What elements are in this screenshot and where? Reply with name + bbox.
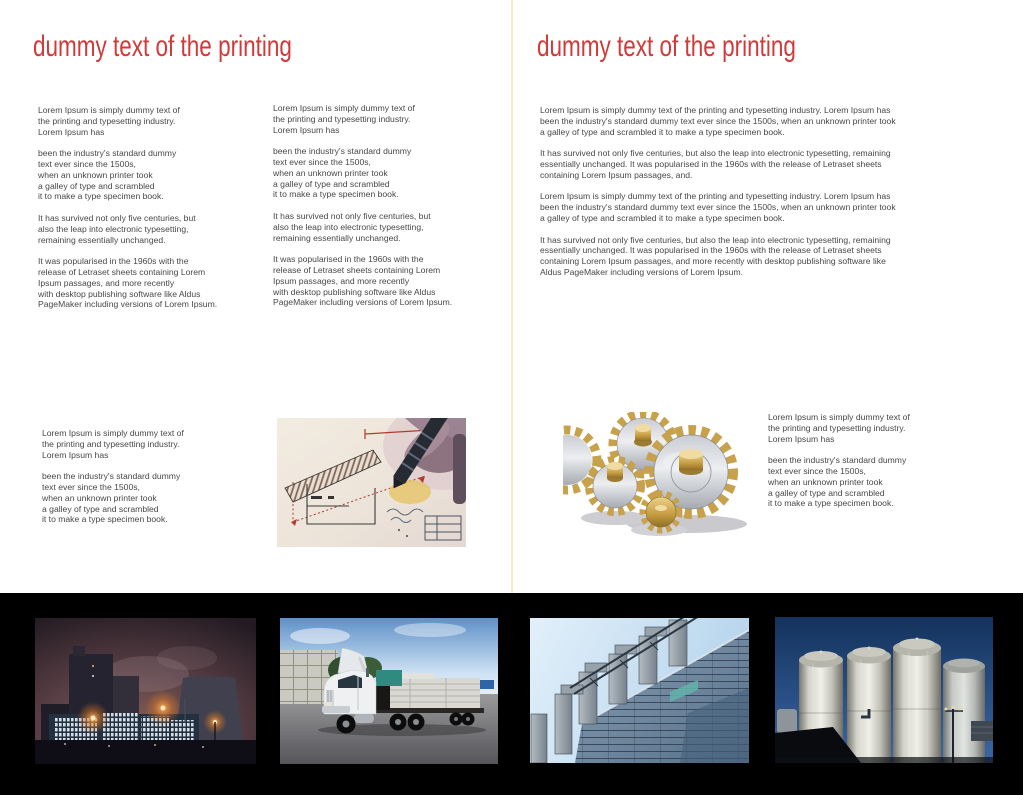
page-heading: dummy text of the printing [537,30,796,63]
text-column-1 [38,105,266,321]
body-paragraph: Lorem Ipsum is simply dummy text of the printing and typesetting industry. Lorem Ipsum has been the industry's standard dummy text ever since the 1500s, when an unknown printer took a galley of type and scrambled it to make a type specimen book. [540,191,896,223]
body-paragraph: It was popularised in the 1960s with the release of Letraset sheets containing Lorem Ipsum passages, and more recently with desktop publishing software like Aldus PageMaker including versions of Lorem Ipsum. [273,254,453,308]
body-paragraph: Lorem Ipsum is simply dummy text of the printing and typesetting industry. Lorem Ipsum has [38,105,180,137]
body-paragraph: Lorem Ipsum is simply dummy text of the printing and typesetting industry. Lorem Ipsum has [42,428,184,460]
page-heading: dummy text of the printing [33,30,292,63]
flatbed-truck-photo [280,618,498,764]
body-paragraph: It has survived not only five centuries, but also the leap into electronic typesetting, remaining essentially unchanged. It was popularised in the 1960s with the release of Letraset sheets containing Lorem Ipsum passages, and more recently with desktop publishing software like Aldus PageMaker including versions of Lorem Ipsum. [540,234,891,277]
body-paragraph: been the industry's standard dummy text ever since the 1500s, when an unknown printer took a galley of type and scrambled it to make a type specimen book. [768,455,907,509]
body-paragraph: Lorem Ipsum is simply dummy text of the printing and typesetting industry. Lorem Ipsum has been the industry's standard dummy text ever since the 1500s, when an unknown printer took a galley of type and scrambled it to make a type specimen book. [540,105,896,137]
body-paragraph: been the industry's standard dummy text ever since the 1500s, when an unknown printer took a galley of type and scrambled it to make a type specimen book. [38,148,177,202]
body-paragraph: been the industry's standard dummy text ever since the 1500s, when an unknown printer took a galley of type and scrambled it to make a type specimen book. [273,146,412,200]
body-paragraph: Lorem Ipsum is simply dummy text of the printing and typesetting industry. Lorem Ipsum has [768,412,910,444]
body-paragraph: been the industry's standard dummy text ever since the 1500s, when an unknown printer took a galley of type and scrambled it to make a type specimen book. [42,471,181,525]
drafting-photo-illustration [277,418,466,547]
glass-building-illustration [530,618,749,763]
flatbed-truck-illustration [280,618,498,764]
bottom-photo-band [0,593,1023,795]
left-caption-block [42,428,270,536]
body-paragraph: Lorem Ipsum is simply dummy text of the printing and typesetting industry. Lorem Ipsum has [273,103,415,135]
text-column-2 [273,103,501,319]
body-paragraph: It has survived not only five centuries, but also the leap into electronic typesetting, remaining essentially unchanged. [273,210,431,243]
steel-silos-illustration [775,617,993,763]
body-paragraph: It has survived not only five centuries, but also the leap into electronic typesetting, remaining essentially unchanged. It was popularised in the 1960s with the release of Letraset sheets containing Lorem Ipsum passages, and. [540,148,891,180]
glass-building-photo [530,618,749,763]
drafting-photo [277,418,466,547]
text-column-wide [540,105,972,289]
body-paragraph: It has survived not only five centuries, but also the leap into electronic typesetting, remaining essentially unchanged. [38,212,196,245]
right-caption-block [768,412,978,520]
industrial-plant-night-photo [35,618,256,764]
gears-photo [563,412,755,540]
body-paragraph: It was popularised in the 1960s with the release of Letraset sheets containing Lorem Ipsum passages, and more recently with desktop publishing software like Aldus PageMaker including versions of Lorem Ipsum. [38,256,218,310]
steel-silos-photo [775,617,993,763]
gears-photo-illustration [563,412,755,540]
industrial-plant-illustration [35,618,256,764]
